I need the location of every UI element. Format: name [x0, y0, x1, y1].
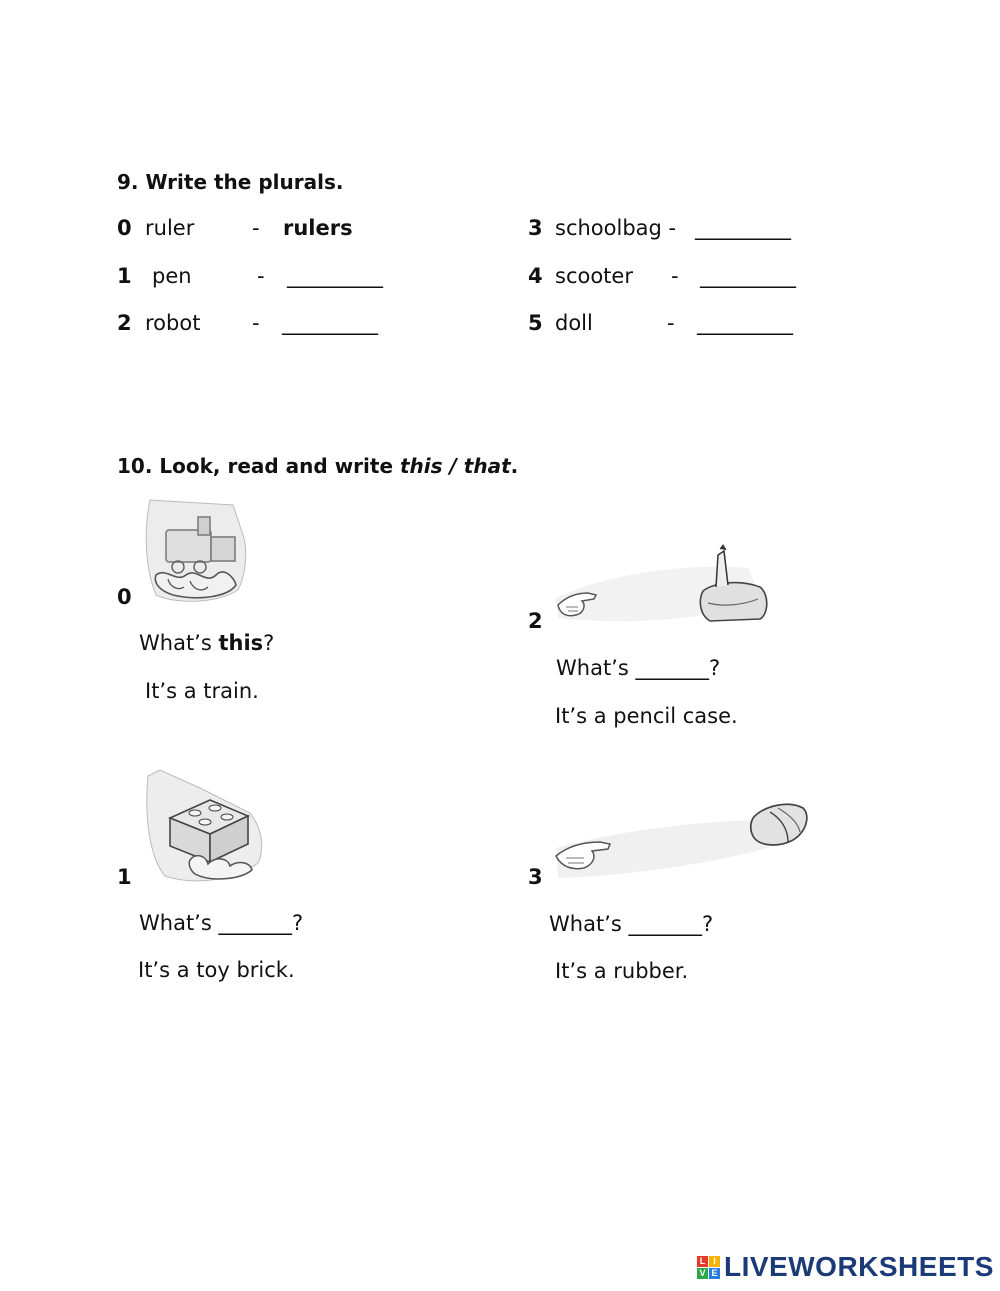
brand-name: LIVEWORKSHEETS: [724, 1251, 994, 1282]
logo-blocks-icon: [697, 1256, 720, 1279]
liveworksheets-logo[interactable]: [697, 1251, 994, 1283]
dash: -: [667, 311, 675, 335]
singular-word: pen: [152, 264, 192, 288]
dash: -: [252, 311, 260, 335]
question-word: this: [218, 631, 264, 655]
question-prefix: What’s: [139, 911, 219, 935]
plural-answer-blank[interactable]: __________: [282, 311, 377, 335]
logo-block: V: [697, 1268, 708, 1279]
item-number: 3: [528, 865, 543, 889]
plural-answer: rulers: [283, 216, 353, 240]
plural-answer-blank[interactable]: __________: [695, 216, 790, 240]
question-prefix: What’s: [549, 912, 629, 936]
plural-answer-blank[interactable]: __________: [700, 264, 795, 288]
hand-holding-train-image: [138, 495, 253, 607]
section-9-title: 9. Write the plurals.: [117, 170, 344, 194]
answer-sentence: It’s a pencil case.: [555, 704, 738, 728]
item-number: 5: [528, 311, 543, 335]
title-prefix: 10. Look, read and write: [117, 454, 400, 478]
singular-word: scooter: [555, 264, 633, 288]
item-number: 0: [117, 216, 132, 240]
hand-pointing-pencil-case-image: [548, 543, 773, 628]
question-suffix: ?: [708, 656, 721, 680]
answer-sentence: It’s a rubber.: [555, 959, 689, 983]
singular-word: doll: [555, 311, 593, 335]
logo-block: E: [709, 1268, 720, 1279]
section-10-title: [117, 454, 518, 478]
item-number: 2: [117, 311, 132, 335]
question-suffix: ?: [263, 631, 275, 655]
question-blank[interactable]: _______: [628, 912, 702, 936]
item-number: 2: [528, 609, 543, 633]
plural-answer-blank[interactable]: __________: [287, 264, 382, 288]
item-number: 3: [528, 216, 543, 240]
dash: -: [257, 264, 265, 288]
dash: -: [671, 264, 679, 288]
question-blank[interactable]: _______: [635, 656, 709, 680]
logo-block: L: [697, 1256, 708, 1267]
logo-block: I: [709, 1256, 720, 1267]
question: [139, 911, 303, 935]
question-prefix: What’s: [139, 631, 219, 655]
question-blank[interactable]: _______: [218, 911, 292, 935]
singular-word: schoolbag -: [555, 216, 677, 240]
singular-word: ruler: [145, 216, 195, 240]
item-number: 1: [117, 865, 132, 889]
answer-sentence: It’s a train.: [145, 679, 259, 703]
question-suffix: ?: [291, 911, 304, 935]
item-number: 4: [528, 264, 543, 288]
title-suffix: .: [510, 454, 519, 478]
dash: -: [252, 216, 260, 240]
question-prefix: What’s: [556, 656, 636, 680]
hand-pointing-rubber-image: [548, 798, 813, 883]
question: [139, 631, 274, 655]
item-number: 0: [117, 585, 132, 609]
question: [549, 912, 713, 936]
hand-holding-brick-image: [140, 768, 270, 886]
item-number: 1: [117, 264, 132, 288]
answer-sentence: It’s a toy brick.: [138, 958, 295, 982]
question-suffix: ?: [701, 912, 714, 936]
singular-word: robot: [145, 311, 201, 335]
title-italic: this / that: [399, 454, 511, 478]
plural-answer-blank[interactable]: __________: [697, 311, 792, 335]
question: [556, 656, 720, 680]
